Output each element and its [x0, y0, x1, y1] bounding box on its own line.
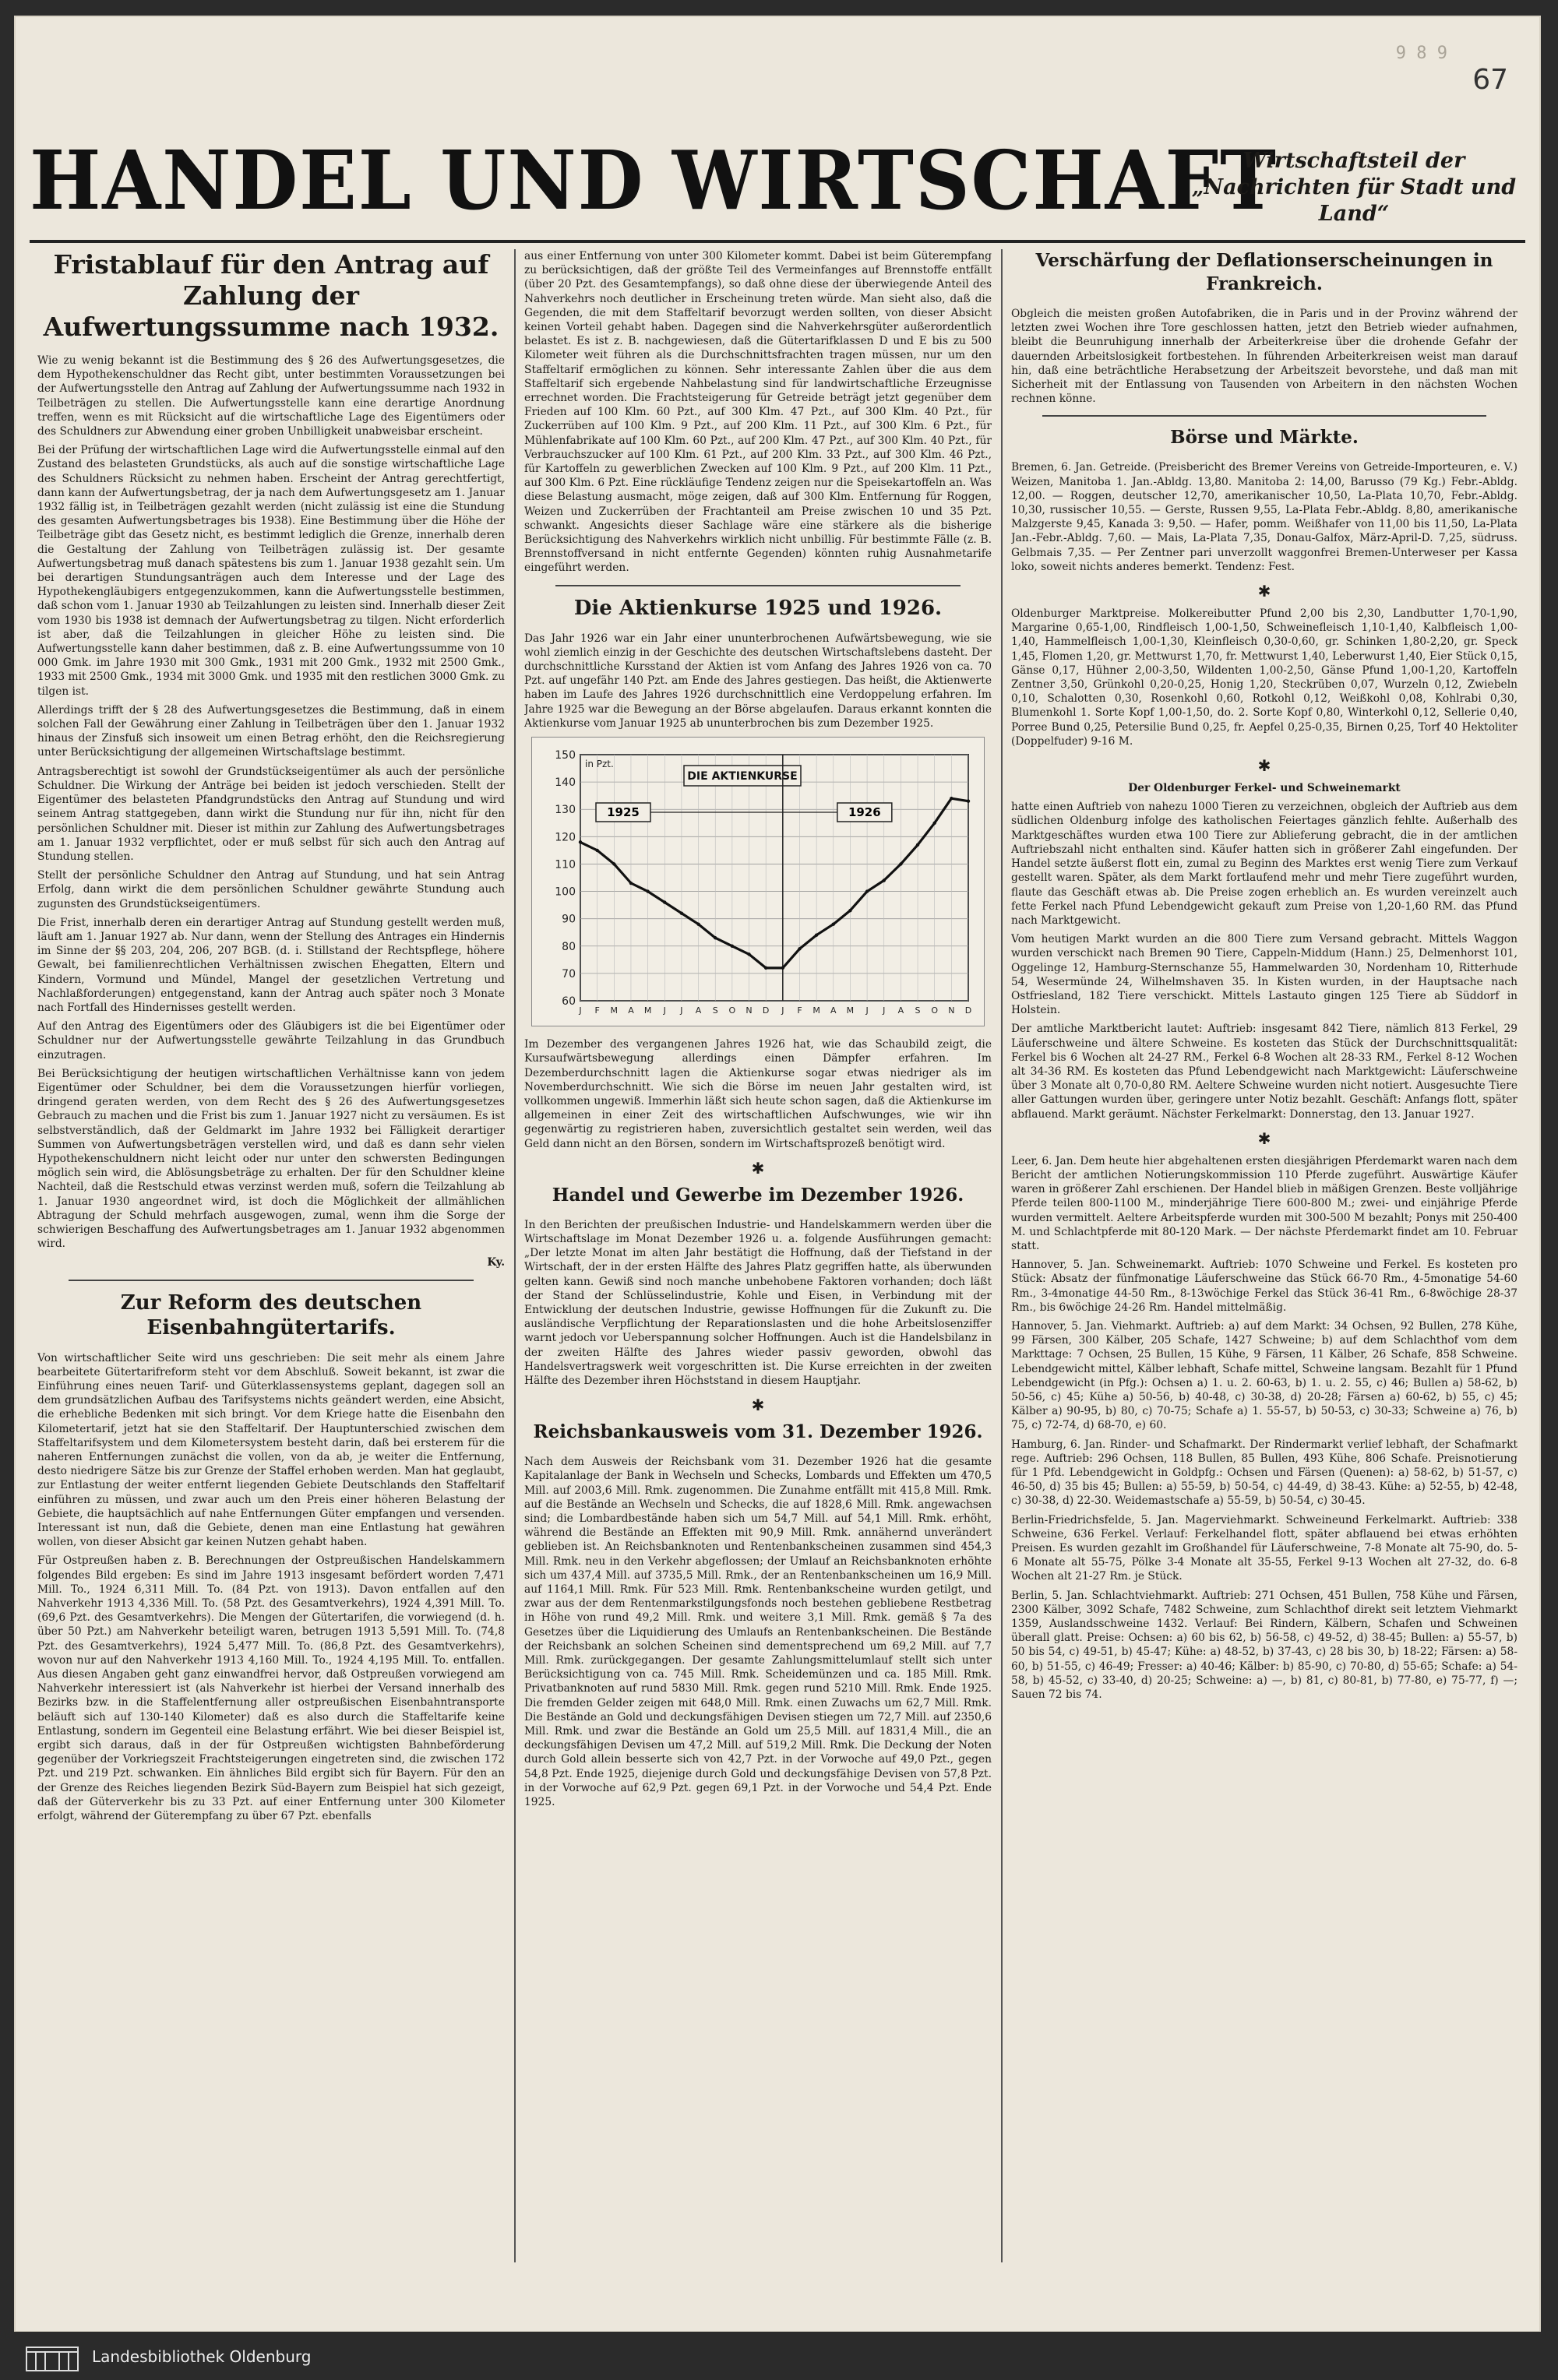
- column-divider: [514, 249, 516, 2262]
- x-tick-label: N: [746, 1005, 753, 1016]
- column-1: [37, 249, 505, 2262]
- masthead: [30, 132, 1525, 234]
- library-building-icon: [25, 2341, 79, 2372]
- data-point: [595, 849, 598, 852]
- article-paragraph: Im Dezember des vergangenen Jahres 1926 hat, wie das Schaubild zeigt, die Kursaufwärtsbewegung allerdings einen Dämpfer erfahren. Im Dezemberdurchschnitt lagen die Aktienkurse sogar etwas niedriger als im Novemberdurchschnitt. Wie sich die Börse im neuen Jahr gestalten wird, ist vollkommen ungewiß. Immerhin läßt sich heute schon sagen, daß die Aktienkurse im allgemeinen in einer Zeit des wirtschaftlichen Aufschwunges, wie wir ihn gegenwärtig zu registrieren haben, zuversichtlich gestaltet sein werden, weil das Geld dann nicht an den Börsen, sondern im Wirtschaftsprozeß benötigt wird.: [524, 1038, 992, 1150]
- chart-svg: [532, 738, 984, 1026]
- y-axis-label: in Pzt.: [585, 759, 614, 770]
- market-report: Berlin-Friedrichsfelde, 5. Jan. Magerviehmarkt. Schweineund Ferkelmarkt. Auftrieb: 338 Schweine, 636 Ferkel. Verlauf: Ferkelhandel flott, später abflauend bei etwas erhöhten Preisen. Es wurden gezahlt im Großhandel für Läuferschweine, 7-8 Monate alt 75-90, do. 5-6 Monate alt 55-75, Pölke 3-4 Monate alt 35-55, Ferkel 9-13 Wochen alt 27-32, do. 6-8 Wochen alt 21-27 Rm. je Stück.: [1011, 1513, 1517, 1583]
- y-tick-label: 100: [555, 885, 576, 899]
- x-tick-label: M: [643, 1005, 652, 1016]
- data-point: [731, 945, 734, 948]
- report-heading: Der Oldenburger Ferkel- und Schweinemarkt: [1128, 782, 1401, 795]
- article-headline: Reichsbankausweis vom 31. Dezember 1926.: [533, 1421, 983, 1443]
- stock-price-chart: [531, 737, 985, 1026]
- column-2: [524, 249, 992, 2262]
- archive-mark: 9 8 9: [1395, 44, 1447, 63]
- asterisk-divider: ✱: [751, 1158, 765, 1178]
- market-report: Hannover, 5. Jan. Viehmarkt. Auftrieb: a) auf dem Markt: 34 Ochsen, 92 Bullen, 278 Kühe, 99 Färsen, 300 Kälber, 205 Schafe, 1427 Schweine; b) auf dem Schlachthof vom dem Markttage: 7 Ochsen, 25 Bullen, 15 Kühe, 9 Färsen, 11 Kälber, 26 Schafe, 858 Schweine. Lebendgewicht mittel, Kälber lebhaft, Schafe mittel, Schweine langsam. Bezahlt für 1 Pfund Lebendgewicht (in Pfg.): Ochsen a) 1. u. 2. 60-63, b) 1. u. 2. 55, c) 46; Bullen a) 58-62, b) 50-56, c) 45; Kühe a) 50-56, b) 40-48, c) 30-38, d) 20-28; Färsen a) 60-62, b) 55, c) 45; Kälber a) 90-95, b) 80, c) 70-75; Schafe a) 1. 55-57, b) 50-53, c) 30-33; Schweine a) 76, b) 75, c) 72-74, d) 68-70, e) 60.: [1011, 1319, 1517, 1432]
- page-number: 67: [1472, 64, 1508, 96]
- market-report: hatte einen Auftrieb von nahezu 1000 Tieren zu verzeichnen, obgleich der Auftrieb aus dem südlichen Oldenburg infolge des katholischen Feiertages gänzlich fehlte. Außerhalb des Marktgeschäftes wurden etwa 100 Tiere zur Ablieferung gebracht, die in der amtlichen Auftriebszahl nicht enthalten sind. Käufer hatten sich in größerer Zahl eingefunden. Der Handel setzte äußerst flott ein, zumal zu Beginn des Marktes erst wenig Tiere zum Verkauf gestellt waren. Später, als dem Markt fortlaufend mehr und mehr Tiere zugeführt wurden, flaute das Geschäft etwas ab. Die Preise zogen erheblich an. Es wurden vereinzelt auch fette Ferkel nach Pfund Lebendgewicht gekauft zum Preise von 1,20-1,60 RM. das Pfund nach Marktgewicht.: [1011, 801, 1517, 927]
- section-divider: [555, 585, 961, 586]
- y-tick-label: 90: [562, 913, 576, 926]
- article-paragraph: Das Jahr 1926 war ein Jahr einer ununterbrochenen Aufwärtsbewegung, wie sie wohl ziemlich einzig in der Geschichte des deutschen Wirtschaftslebens dasteht. Der durchschnittliche Kursstand der Aktien ist vom Anfang des Jahres 1926 von ca. 70 Pzt. auf ungefähr 140 Pzt. am Ende des Jahres gestiegen. Das heißt, die Aktienwerte haben im Laufe des Jahres 1926 durchschnittlich eine Verdoppelung erfahren. Im Jahre 1925 war die Bewegung an der Börse abgelaufen. Daraus erkannt konnten die Aktienkurse vom Januar 1925 ab ununterbrochen bis zum Dezember 1925.: [524, 632, 992, 730]
- market-report: Leer, 6. Jan. Dem heute hier abgehaltenen ersten diesjährigen Pferdemarkt waren nach dem Bericht der amtlichen Notierungskommission 110 Pferde zugeführt. Auswärtige Käufer waren in größerer Zahl erschienen. Der Handel blieb in mäßigen Grenzen. Beste volljährige Pferde teilen 800-1100 M., minderjährige Tiere 600-800 M.; zwei- und einjährige Pferde wurden vermittelt. Aeltere Arbeitspferde wurden mit 300-500 M bezahlt; Ponys mit 250-400 M. und Schlachtpferde mit 80-120 Mark. — Der nächste Pferdemarkt findet am 10. Februar statt.: [1011, 1154, 1517, 1252]
- article-paragraph: Wie zu wenig bekannt ist die Bestimmung des § 26 des Aufwertungsgesetzes, die dem Hypothekenschuldner das Recht gibt, unter bestimmten Voraussetzungen bei der Aufwertungsstelle den Antrag auf Zahlung der Aufwertungssumme nach 1932 in Teilbeträgen zu stellen. Die Aufwertungsstelle kann eine derartige Anordnung treffen, wenn es mit Rücksicht auf die wirtschaftliche Lage des Eigentümers oder des Schuldners zur Abwendung einer groben Unbilligkeit unabweisbar erscheint.: [37, 354, 505, 438]
- x-tick-label: O: [931, 1005, 939, 1016]
- x-tick-label: M: [812, 1005, 820, 1016]
- y-tick-label: 110: [555, 858, 576, 871]
- x-tick-label: N: [948, 1005, 955, 1016]
- x-tick-label: A: [830, 1005, 837, 1016]
- market-report: Berlin, 5. Jan. Schlachtviehmarkt. Auftrieb: 271 Ochsen, 451 Bullen, 758 Kühe und Färsen, 2300 Kälber, 3092 Schafe, 7482 Schweine, zum Schlachthof direkt seit letztem Viehmarkt 1359, Auslandsschweine 1432. Verlauf: Bei Rindern, Kälbern, Schafen und Schweinen überall glatt. Preise: Ochsen: a) 60 bis 62, b) 56-58, c) 49-52, d) 38-45; Bullen: a) 55-57, b) 50 bis 54, c) 49-51, b) 45-47; Kühe: a) 48-52, b) 37-43, c) 28 bis 30, b) 18-22; Färsen: a) 58-60, b) 51-55, c) 46-49; Fresser: a) 40-46; Kälber: b) 85-90, c) 70-80, d) 55-65; Schafe: a) 54-58, b) 45-52, c) 33-40, d) 20-25; Schweine: a) —, b) 81, c) 80-81, b) 77-80, e) 75-77, f) —; Sauen 72 bis 74.: [1011, 1589, 1517, 1702]
- x-tick-label: S: [915, 1005, 921, 1016]
- section-divider: [1042, 415, 1486, 417]
- data-point: [663, 900, 666, 903]
- article-paragraph: Obgleich die meisten großen Autofabriken, die in Paris und in der Provinz während der letzten zwei Wochen ihre Tore geschlossen hatten, jetzt den Betrieb wieder aufnahmen, bleibt die Beunruhigung innerhalb der Arbeiterkreise über die drohende Gefahr der dauernden Arbeitslosigkeit fortbestehen. In führenden Arbeiterkreisen weist man darauf hin, daß eine beträchtliche Herabsetzung der Arbeitszeit bevorstehe, und daß man mit Sicherheit mit der Entlassung von Tausenden von Arbeitern in den nächsten Wochen rechnen könne.: [1011, 308, 1517, 406]
- x-tick-label: J: [680, 1005, 683, 1016]
- data-point: [747, 952, 750, 956]
- x-tick-label: D: [762, 1005, 770, 1016]
- data-point: [832, 923, 835, 926]
- article-paragraph: Antragsberechtigt ist sowohl der Grundstückseigentümer als auch der persönliche Schuldner. Die Wirkung der Anträge bei beiden ist jedoch verschieden. Stellt der Eigentümer des belasteten Pfandgrundstücks den Antrag auf Stundung und wird seinem Antrag stattgegeben, dann wirkt die Stundung nur für ihn, nicht für den persönlichen Schuldner mit. Dieser ist mithin zur Zahlung des Aufwertungsbetrages am 1. Januar 1932 verpflichtet, oder er muß selbst für sich auch den Antrag auf Stundung stellen.: [37, 765, 505, 863]
- article-paragraph: Von wirtschaftlicher Seite wird uns geschrieben: Die seit mehr als einem Jahre bearbeitete Gütertarifreform steht vor dem Abschluß. Soweit bekannt, ist zwar die Einführung eines neuen Tarif- und Güterklassensystems geplant, dagegen soll an dem grundsätzlichen Aufbau des Tarifsystems nichts geändert werden, eine Absicht, die erhebliche Bedenken mit sich bringt. Vor dem Kriege hatte die Eisenbahn den Kilometertarif, jetzt hat sie den Staffeltarif. Der Hauptunterschied zwischen dem Staffeltarifsystem und dem Kilometersystem besteht darin, daß bei ersterem für die naheren Entfernungen zunächst die vollen, von da ab, je weiter die Entfernung, desto niedrigere Sätze bis zur Grenze der Staffel erhoben werden. Man hat geglaubt, zur Entlastung der weiter entfernt liegenden Gebiete Deutschlands den Staffeltarif einführen zu müssen, und zwar auch um den Preis einer höheren Belastung der Gebiete, die hauptsächlich auf nahe Entfernungen Güter empfangen und versenden. Interessant ist nun, daß die Gebiete, denen man eine Entlastung hat gewähren wollen, von dieser Absicht gar keinen Nutzen gehabt haben.: [37, 1351, 505, 1549]
- column-3: [1011, 249, 1517, 2262]
- section-headline: Börse und Märkte.: [1170, 427, 1359, 449]
- data-point: [916, 843, 919, 847]
- x-tick-label: J: [663, 1005, 666, 1016]
- data-point: [950, 797, 953, 800]
- data-point: [848, 909, 851, 912]
- data-point: [629, 882, 633, 885]
- data-point: [680, 912, 683, 915]
- article-paragraph: Allerdings trifft der § 28 des Aufwertungsgesetzes die Bestimmung, daß in einem solchen Fall der Gewährung einer Zahlung in Teilbeträgen über den 1. Januar 1932 hinaus der Zinsfuß sich insoweit um einen Betrag erhöht, den die Reichsregierung unter Berücksichtigung der allgemeinen Wirtschaftslage bestimmt.: [37, 703, 505, 759]
- data-point: [932, 822, 936, 825]
- market-report: Hannover, 5. Jan. Schweinemarkt. Auftrieb: 1070 Schweine und Ferkel. Es kosteten pro Stück: Absatz der fünfmonatige Läuferschweine das Stück 66-70 Rm., 4-5monatige 54-60 Rm., 3-4monatige 44-50 Rm., 8-13wöchige Ferkel das Stück 36-41 Rm., 6-8wöchige 28-37 Rm., bis 6wöchige 24-26 Rm. Handel mittelmäßig.: [1011, 1259, 1517, 1314]
- data-point: [883, 878, 886, 882]
- article-paragraph: Auf den Antrag des Eigentümers oder des Gläubigers ist die bei Eigentümer oder Schuldner nur der Aufwertungsstelle gewährte Teilzahlung in das Grundbuch einzutragen.: [37, 1020, 505, 1061]
- data-point: [579, 840, 582, 843]
- period-label-1926: 1926: [848, 805, 881, 820]
- x-tick-label: D: [964, 1005, 972, 1016]
- newspaper-page: [14, 16, 1541, 2332]
- x-tick-label: O: [728, 1005, 736, 1016]
- article-paragraph: In den Berichten der preußischen Industrie- und Handelskammern werden über die Wirtschaftslage im Monat Dezember 1926 u. a. folgende Ausführungen gemacht: „Der letzte Monat im alten Jahr bestätigt die Hoffnung, daß der Tiefstand in der Wirtschaft, der in der ersten Hälfte des Jahres Platz gegriffen hatte, als überwunden gelten kann. Gewiß sind noch manche unbehobene Faktoren vorhanden; doch läßt der Stand der Schlüsselindustrie, Kohle und Eisen, in Verbindung mit der Entwicklung der deutschen Industrie, gewisse Hoffnungen für die Zukunft zu. Die ausländische Verpflichtung der Reparationslasten und die hohe Arbeitslosenziffer warnt jedoch vor Ueberspannung solcher Hoffnungen. Auch ist die Handelsbilanz in der zweiten Hälfte des Jahres wieder passiv geworden, obwohl das Handelsvertragswerk weit vorgeschritten ist. Die Kurse erreichten in der zweiten Hälfte des Dezember ihren Höchststand in diesem Hauptjahr.: [524, 1218, 992, 1387]
- x-tick-label: M: [846, 1005, 855, 1016]
- x-tick-label: S: [712, 1005, 718, 1016]
- data-point: [815, 934, 818, 937]
- data-point: [781, 966, 784, 970]
- chart-title: DIE AKTIENKURSE: [687, 770, 798, 783]
- x-tick-label: J: [781, 1005, 784, 1016]
- x-tick-label: F: [594, 1005, 600, 1016]
- asterisk-divider: ✱: [751, 1396, 765, 1415]
- article-headline: Verschärfung der Deflationserscheinungen in Frankreich.: [1035, 250, 1493, 294]
- article-paragraph: Nach dem Ausweis der Reichsbank vom 31. Dezember 1926 hat die gesamte Kapitalanlage der Bank in Wechseln und Schecks, Lombards und Effekten um 470,5 Mill. auf 2003,6 Mill. Rmk. zugenommen. Die Zunahme entfällt mit 415,8 Mill. Rmk. auf die Bestände an Wechseln und Schecks, die auf 1828,6 Mill. Rmk. angewachsen sind; die Lombardbestände haben sich um 54,7 Mill. auf 54,1 Mill. Rmk. erhöht, während die Bestände an Effekten mit 90,9 Mill. Rmk. annähernd unverändert geblieben ist. An Reichsbanknoten und Rentenbankscheinen zusammen sind 454,3 Mill. Rmk. neu in den Verkehr abgeflossen; der Umlauf an Reichsbanknoten erhöhte sich um 437,4 Mill. auf 3735,5 Mill. Rmk., der an Rentenbankscheinen um 16,9 Mill. auf 1164,1 Mill. Rmk. Für 523 Mill. Rmk. Rentenbankscheine wurden getilgt, und zwar aus der dem Rentenmarkstilgungsfonds noch bestehen gebliebene Restbetrag in Höhe von rund 49,2 Mill. Rmk. und weitere 3,1 Mill. Rmk. gemäß § 7a des Gesetzes über die Liquidierung des Umlaufs an Rentenbankscheinen. Die Bestände der Reichsbank an solchen Scheinen sind dementsprechend um 69,2 Mill. auf 7,7 Mill. Rmk. zurückgegangen. Der gesamte Zahlungsmittelumlauf stellt sich unter Berücksichtigung von ca. 745 Mill. Rmk. Scheidemünzen und ca. 185 Mill. Rmk. Privatbanknoten auf rund 5830 Mill. Rmk. gegen rund 5210 Mill. Rmk. Ende 1925. Die fremden Gelder zeigen mit 648,0 Mill. Rmk. einen Zuwachs um 62,7 Mill. Rmk. Die Bestände an Gold und deckungsfähigen Devisen stiegen um 72,7 Mill. auf 2350,6 Mill. Rmk. und zwar die Bestände an Gold um 25,5 Mill. auf 1831,4 Mill., die an deckungsfähigen Devisen um 47,2 Mill. auf 519,2 Mill. Rmk. Die Deckung der Noten durch Gold allein besserte sich von 42,7 Pzt. in der Vorwoche auf 49,0 Pzt., gegen 54,8 Pzt. Ende 1925, diejenige durch Gold und deckungsfähige Devisen von 57,8 Pzt. in der Vorwoche auf 62,9 Pzt. gegen 69,1 Pzt. in der Vorwoche und 54,4 Pzt. Ende 1925.: [524, 1456, 992, 1809]
- y-tick-label: 80: [562, 940, 576, 953]
- x-tick-label: J: [883, 1005, 886, 1016]
- y-tick-label: 150: [555, 749, 576, 762]
- article-paragraph: Bei Berücksichtigung der heutigen wirtschaftlichen Verhältnisse kann von jedem Eigentümer oder Schuldner, bei dem die Voraussetzungen hierfür vorliegen, dringend geraten werden, von dem Recht des § 26 des Aufwertungsgesetzes Gebrauch zu machen und die Frist bis zum 1. Januar 1927 nicht zu versäumen. Es ist selbstverständlich, daß der Geldmarkt im Jahre 1932 bei Fälligkeit derartiger Summen von Aufwertungsbeträgen verstellen wird, und daß es dann sehr vielen Hypothekenschuldnern nicht leicht oder nur unter den schwersten Bedingungen möglich sein wird, die Ablösungsbeträge zu erhalten. Der für den Schuldner kleine Nachteil, daß die Restschuld etwas verzinst werden muß, sofern die Teilzahlung ab 1. Januar 1930 angeordnet wird, ist doch die Möglichkeit der allmählichen Abtragung der Schuld mehrfach ausgewogen, zumal, wenn ihm die Sorge der schwierigen Beschaffung des Aufwertungsbetrages am 1. Januar 1932 abgenommen wird.: [37, 1067, 505, 1251]
- y-tick-label: 140: [555, 776, 576, 790]
- x-tick-label: F: [797, 1005, 802, 1016]
- article-headline: Handel und Gewerbe im Dezember 1926.: [552, 1184, 964, 1206]
- asterisk-divider: ✱: [1257, 582, 1271, 601]
- data-point: [696, 923, 700, 926]
- x-tick-label: M: [610, 1005, 619, 1016]
- article-paragraph: aus einer Entfernung von unter 300 Kilometer kommt. Dabei ist beim Güterempfang zu berücksichtigen, daß der größte Teil des Vermeinfanges auf Brennstoffe entfällt (über 20 Pzt. des Gesamtempfangs), so daß ohne diese der überwiegende Anteil des Nahverkehrs noch deutlicher in Erscheinung treten würde. Man sieht also, daß die Gegenden, die mit dem Staffeltarif bevorzugt werden sollten, von dieser Absicht keinen Vorteil gehabt haben. Dagegen sind die Nahverkehrsgüter außerordentlich belastet. Es ist z. B. nachgewiesen, daß die Gütertarifklassen D und E bis zu 500 Kilometer weit führen als die Durchschnittsfrachten tragen müssen, nur um den Staffeltarif ermöglichen zu können. Sehr interessante Zahlen über die aus dem Staffeltarif sich ergebende Nahbelastung sind für landwirtschaftliche Erzeugnisse errechnet worden. Die Frachtsteigerung für Getreide beträgt jetzt gegenüber dem Frieden auf 100 Klm. 60 Pzt., auf 300 Klm. 47 Pzt., auf 300 Klm. 40 Pzt., für Zuckerrüben auf 100 Klm. 9 Pzt., auf 200 Klm. 11 Pzt., auf 300 Klm. 6 Pzt., für Mühlenfabrikate auf 100 Klm. 60 Pzt., auf 200 Klm. 47 Pzt., auf 300 Klm. 40 Pzt., für Verbrauchszucker auf 100 Klm. 61 Pzt., auf 200 Klm. 33 Pzt., auf 300 Klm. 46 Pzt., für Kartoffeln zu gewerblichen Zwecken auf 100 Klm. 9 Pzt., auf 200 Klm. 11 Pzt., auf 300 Klm. 6 Pzt. Eine rückläufige Tendenz zeigen nur die Speisekartoffeln an. Was diese Belastung ausmacht, möge zeigen, daß auf 300 Klm. Entfernung für Roggen, Weizen und Zuckerrüben der Frachtanteil am Preise zwischen 10 und 35 Pzt. schwankt. Angesichts dieser Sachlage wäre eine stärkere als die bisherige Berücksichtigung des Nahverkehrs wirklich nicht unbillig. Für bestimmte Fälle (z. B. Brennstoffversand in nicht entfernte Gegenden) könnten ruhig Ausnahmetarife eingeführt werden.: [524, 250, 992, 575]
- market-report: Oldenburger Marktpreise. Molkereibutter Pfund 2,00 bis 2,30, Landbutter 1,70-1,90, Margarine 0,65-1,00, Rindfleisch 1,00-1,50, Schweinefleisch 1,10-1,40, Kalbfleisch 1,00-1,40, Hammelfleisch 1,00-1,30, Kleinfleisch 0,30-0,60, gr. Schinken 1,80-2,20, gr. Speck 1,45, Flomen 1,20, gr. Mettwurst 1,70, fr. Mettwurst 1,40, Leberwurst 1,40, Eier Stück 0,15, Gänse 0,17, Hühner 2,00-3,50, Wildenten 1,00-2,50, Gänse Pfund 1,00-1,20, Kartoffeln Zentner 3,50, Grünkohl 0,20-0,25, Honig 1,20, Steckrüben 0,07, Wurzeln 0,12, Zwiebeln 0,10, Schalotten 0,30, Rosenkohl 0,60, Rotkohl 0,12, Weißkohl 0,08, Kohlrabi 0,30, Blumenkohl 1. Sorte Kopf 1,00-1,50, do. 2. Sorte Kopf 0,80, Winterkohl 0,12, Sellerie 0,40, Porree Bund 0,25, Petersilie Bund 0,25, fr. Aepfel 0,25-0,35, Birnen 0,25, Torf 40 Hektoliter (Doppelfuder) 9-16 M.: [1011, 607, 1517, 748]
- article-paragraph: Bei der Prüfung der wirtschaftlichen Lage wird die Aufwertungsstelle einmal auf den Zustand des belasteten Grundstücks, als auch auf die sonstige wirtschaftliche Lage des Schuldners Rücksicht zu nehmen haben. Erscheint der Antrag gerechtfertigt, dann kann der Aufwertungsbetrag, der ja nach dem Aufwertungsgesetz am 1. Januar 1932 fällig ist, in Teilbeträgen gezahlt werden (nicht zulässig ist eine die Stundung des gesamten Aufwertungsbetrages bis 1938). Eine Bestimmung über die Höhe der Teilbeträge gibt das Gesetz nicht, es bestimmt lediglich die Grenze, innerhalb deren die Gestaltung der Zahlung von Teilbeträgen zulässig ist. Der gesamte Aufwertungsbetrag muß danach spätestens bis zum 1. Januar 1938 gezahlt sein. Um bei derartigen Stundungsanträgen auch dem Interesse und der Lage des Hypothekengläubigers entgegenzukommen, kann die Aufwertungsstelle bestimmen, daß schon vom 1. Januar 1930 ab Teilzahlungen zu leisten sind. Innerhalb dieser Zeit vom 1930 bis 1938 ist demnach der Aufwertungsbetrag zu tilgen. Nicht erforderlich ist aber, daß die Teilzahlungen in gleicher Höhe zu leisten sind. Die Aufwertungsstelle kann daher bestimmen, daß z. B. eine Aufwertungssumme von 10 000 Gmk. im Jahre 1930 mit 300 Gmk., 1931 mit 200 Gmk., 1932 mit 2500 Gmk., 1933 mit 2500 Gmk., 1934 mit 3000 Gmk. und 1935 mit den restlichen 3000 Gmk. zu tilgen ist.: [37, 444, 505, 698]
- data-point: [899, 862, 902, 865]
- plot-frame: [580, 755, 968, 1001]
- x-tick-label: A: [628, 1005, 634, 1016]
- data-point: [967, 800, 970, 803]
- article-headline: Fristablauf für den Antrag auf Zahlung der Aufwertungssumme nach 1932.: [43, 249, 499, 342]
- section-divider: [69, 1280, 474, 1281]
- market-report: Hamburg, 6. Jan. Rinder- und Schafmarkt. Der Rindermarkt verlief lebhaft, der Schafmarkt rege. Auftrieb: 296 Ochsen, 118 Bullen, 85 Bullen, 493 Kühe, 806 Schafe. Preisnotierung für 1 Pfd. Lebendgewicht in Goldpfg.: Ochsen und Färsen (Quenen): a) 58-62, b) 51-57, c) 46-50, d) 35 bis 45; Bullen: a) 55-59, b) 50-54, c) 44-49, d) 38-43. Kühe: a) 52-55, b) 42-48, c) 30-38, d) 22-30. Weidemastschafe a) 55-59, b) 50-54, c) 30-45.: [1011, 1438, 1517, 1508]
- data-point: [612, 862, 615, 865]
- market-report: Vom heutigen Markt wurden an die 800 Tiere zum Versand gebracht. Mittels Waggon wurden verschickt nach Bremen 90 Tiere, Cappeln-Middum (Hann.) 25, Delmenhorst 101, Oggelinge 12, Hamburg-Sternschanze 55, Hammelwarden 30, Nordenham 10, Ritterhude 54, Wesermünde 24, Wilhelmshaven 35. In Kisten wurden, in der Hauptsache nach Ostfriesland, 182 Tiere verschickt. Mittels Lastauto gingen 125 Tiere ab Süddorf in Holstein.: [1011, 933, 1517, 1017]
- x-tick-label: J: [579, 1005, 582, 1016]
- y-tick-label: 120: [555, 831, 576, 844]
- data-point: [764, 966, 767, 970]
- series-line: [580, 798, 968, 968]
- masthead-rule: [30, 240, 1525, 243]
- masthead-title: HANDEL UND WIRTSCHAFT: [30, 132, 1278, 228]
- library-name: Landesbibliothek Oldenburg: [92, 2347, 312, 2366]
- market-report: Bremen, 6. Jan. Getreide. (Preisbericht des Bremer Vereins von Getreide-Importeuren, e. V.) Weizen, Manitoba 1. Jan.-Abldg. 13,80. Manitoba 2: 14,00, Barusso (79 Kg.) Febr.-Abldg. 12,00. — Roggen, deutscher 12,70, amerikanischer 10,50, La-Plata 10,70, Febr.-Abldg. 10,30, russischer 10,55. — Gerste, Russen 9,55, La-Plata Febr.-Abldg. 8,80, amerikanische Malzgerste 9,45, Kanada 3: 9,50. — Hafer, pomm. Weißhafer von 11,00 bis 11,50, La-Plata Jan.-Febr.-Abldg. 7,60. — Mais, La-Plata 7,35, Donau-Galfox, März-April-D. 7,25, südruss. Gelbmais 7,35. — Per Zentner pari unverzollt waggonfrei Bremen-Unterweser per Kassa loko, soweit nichts anderes bemerkt. Tendenz: Fest.: [1011, 461, 1517, 573]
- article-paragraph: Die Frist, innerhalb deren ein derartiger Antrag auf Stundung gestellt werden muß, läuft am 1. Januar 1927 ab. Nur dann, wenn der Stellung des Antrages ein Hindernis im Sinne der §§ 203, 204, 206, 207 BGB. (d. i. Stillstand der Rechtspflege, höhere Gewalt, bei familienrechtlichen Verhältnissen zwischen Ehegatten, Eltern und Kindern, Vormund und Mündel, Mangel der gesetzlichen Vertretung und Nachlaßforderungen) entgegenstand, kann der Antrag auch später noch 3 Monate nach Fortfall des Hindernisses gestellt werden.: [37, 916, 505, 1014]
- market-report: Der amtliche Marktbericht lautet: Auftrieb: insgesamt 842 Tiere, nämlich 813 Ferkel, 29 Läuferschweine und ältere Schweine. Es kosteten das Stück der Durchschnittsqualität: Ferkel bis 6 Wochen alt 24-27 RM., Ferkel 6-8 Wochen alt 28-33 RM., Ferkel 8-12 Wochen alt 34-36 RM. Es kosteten das Pfund Lebendgewicht nach Marktgewicht: Läuferschweine über 3 Monate alt 0,70-0,80 RM. Aeltere Schweine wurden nicht notiert. Ausgesuchte Tiere aller Gattungen wurden über, geringere unter Notiz bezahlt. Geschäft: Anfangs flott, später abflauend. Markt geräumt. Nächster Ferkelmarkt: Donnerstag, den 13. Januar 1927.: [1011, 1023, 1517, 1121]
- library-footer: [14, 2332, 1544, 2380]
- masthead-subtitle: Wirtschaftsteil der „Nachrichten für Stadt und Land“: [1191, 149, 1517, 226]
- x-tick-label: A: [897, 1005, 904, 1016]
- asterisk-divider: ✱: [1257, 1128, 1271, 1148]
- x-tick-label: J: [865, 1005, 869, 1016]
- x-tick-label: A: [695, 1005, 702, 1016]
- data-point: [646, 889, 649, 892]
- y-tick-label: 130: [555, 804, 576, 817]
- article-paragraph: Für Ostpreußen haben z. B. Berechnungen der Ostpreußischen Handelskammern folgendes Bild ergeben: Es sind im Jahre 1913 insgesamt befördert worden 7,471 Mill. To., 1924 6,311 Mill. To. (84 Pzt. von 1913). Davon entfallen auf den Nahverkehr 1913 4,336 Mill. To. (58 Pzt. des Gesamtverkehrs), 1924 4,391 Mill. To. (69,6 Pzt. des Gesamtverkehrs). Die Mengen der Gütertarifen, die vorwiegend (d. h. über 50 Pzt.) am Nahverkehr beteiligt waren, betrugen 1913 5,591 Mill. To. (74,8 Pzt. des Gesamtverkehrs), 1924 5,477 Mill. To. (86,8 Pzt. des Gesamtverkehrs), wovon nur auf den Nahverkehr 1913 4,160 Mill. To., 1924 4,195 Mill. To. entfallen. Aus diesen Angaben geht ganz einwandfrei hervor, daß Ostpreußen vorwiegend am Nahverkehr interessiert ist (als Nahverkehr ist hierbei der Versand innerhalb des Bezirks bzw. in die Staffelentfernung aller ostpreußischen Eisenbahntransporte beläuft sich auf 130-140 Kilometer) daß es also durch die Staffeltarife keine Entlastung, sondern im Gegenteil eine Belastung erfährt. Wie bei dieser Beispiel ist, ergibt sich daraus, daß in der für Ostpreußen wichtigsten Bahnbeförderung gegenüber der Vorkriegszeit Frachtsteigerungen eingetreten sind, die zwischen 172 Pzt. und 219 Pzt. schwanken. Ein ähnliches Bild ergibt sich für Bayern. Für den an der Grenze des Reiches liegenden Bezirk Süd-Bayern zum Beispiel hat sich gezeigt, daß der Güterverkehr bis zu 33 Pzt. auf einer Entfernung unter 300 Kilometer erfolgt, während der Güterempfang zu über 67 Pzt. ebenfalls: [37, 1554, 505, 1823]
- author-sign: Ky.: [487, 1256, 505, 1269]
- y-tick-label: 70: [562, 967, 576, 981]
- period-label-1925: 1925: [607, 805, 640, 820]
- data-point: [798, 947, 801, 950]
- data-point: [865, 889, 869, 892]
- article-headline: Zur Reform des deutschen Eisenbahngütertarifs.: [120, 1290, 422, 1340]
- article-headline: Die Aktienkurse 1925 und 1926.: [573, 596, 943, 620]
- y-tick-label: 60: [562, 995, 576, 1009]
- data-point: [714, 936, 717, 939]
- article-paragraph: Stellt der persönliche Schuldner den Antrag auf Stundung, und hat sein Antrag Erfolg, dann wirkt die dem persönlichen Schuldner gewährte Stundung auch zugunsten des Grundstückseigentümers.: [37, 869, 505, 910]
- column-divider: [1001, 249, 1003, 2262]
- asterisk-divider: ✱: [1257, 756, 1271, 776]
